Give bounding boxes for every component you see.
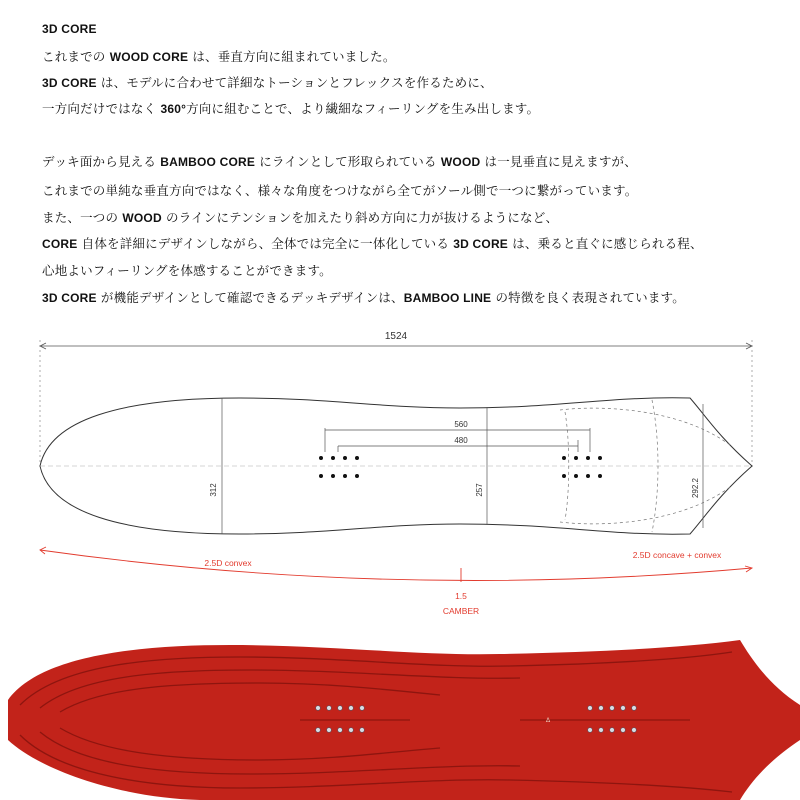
deck-insert-hole [621,728,626,733]
insert-hole [586,456,590,460]
text-span: は、乗ると直ぐに感じられる程、 [508,236,703,251]
convex-label: 2.5D convex [204,558,252,568]
text-span-bold: 3D CORE [453,237,509,251]
deck-insert-hole [632,706,637,711]
paragraph-line-5 [42,261,332,279]
insert-hole [343,456,347,460]
text-span: 自体を詳細にデザインしながら、全体では完全に一体化している [77,236,454,251]
camber-value: 1.5 [455,591,467,601]
text-span-bold: 360° [160,102,187,116]
deck-insert-hole [338,728,343,733]
deck-insert-hole [360,706,365,711]
nose-width-label: 312 [209,483,218,497]
insert-hole [331,456,335,460]
insert-outer-label: 560 [454,420,468,429]
text-span: が機能デザインとして確認できるデッキデザインは、 [96,290,404,305]
deck-insert-hole [610,728,615,733]
paragraph-line-6 [42,288,685,306]
paragraph-line-4 [42,234,703,252]
insert-hole [598,456,602,460]
deck-insert-hole [599,728,604,733]
intro-line-3 [42,99,539,117]
board-technical-drawing [0,318,800,618]
concave-label: 2.5D concave + convex [632,550,722,560]
text-span-bold: WOOD [122,211,162,225]
insert-hole [331,474,335,478]
text-span: これまでの [42,49,110,64]
text-span: は一見垂直に見えますが、 [480,154,637,169]
insert-hole [562,474,566,478]
text-span: の特徴を良く表現されています。 [491,290,685,305]
deck-insert-hole [316,728,321,733]
text-span-bold: WOOD [440,155,481,169]
length-label: 1524 [384,331,408,342]
board-deck-image [0,620,800,800]
camber-label: CAMBER [442,606,480,616]
intro-line-1 [42,47,396,65]
text-span: は、モデルに合わせて詳細なトーションとフレックスを作るために、 [96,75,493,90]
text-span-bold: BAMBOO CORE [160,155,256,169]
deck-logo-mark: ᐃ [546,718,551,724]
deck-insert-hole [338,706,343,711]
text-span-bold: WOOD CORE [109,50,189,64]
tail-width-label: 292.2 [691,477,700,499]
binding-inserts [319,456,602,478]
arrowhead [745,566,752,572]
waist-width-label: 257 [475,483,484,497]
insert-hole [319,474,323,478]
deck-insert-hole [316,706,321,711]
text-span-bold: 3D CORE [42,76,97,90]
deck-insert-hole [327,728,332,733]
insert-hole [562,456,566,460]
paragraph-line-3 [42,208,558,226]
insert-hole [355,456,359,460]
insert-hole [355,474,359,478]
deck-insert-hole [327,706,332,711]
insert-hole [598,474,602,478]
insert-hole [319,456,323,460]
deck-insert-hole [621,706,626,711]
intro-line-2 [42,73,493,91]
insert-hole [343,474,347,478]
text-span: にラインとして形取られている [255,154,441,169]
paragraph-line-1 [42,152,637,170]
deck-insert-hole [588,706,593,711]
insert-inner-label: 480 [454,436,468,445]
text-span: のラインにテンションを加えたり斜め方向に力が抜けるようになど、 [161,210,559,225]
deck-insert-hole [349,706,354,711]
text-span: 方向に組むことで、より繊細なフィーリングを生み出します。 [186,101,540,116]
deck-insert-hole [599,706,604,711]
text-span: 心地よいフィーリングを体感することができます。 [42,263,332,278]
deck-insert-hole [632,728,637,733]
paragraph-line-2 [42,181,637,199]
text-span-bold: BAMBOO LINE [403,291,492,305]
text-span: デッキ面から見える [42,154,161,169]
deck-insert-hole [610,706,615,711]
insert-hole [574,456,578,460]
heading: 3D CORE [42,22,97,36]
text-span: これまでの単純な垂直方向ではなく、様々な角度をつけながら全てがソール側で一つに繋がっています。 [42,183,638,198]
insert-hole [586,474,590,478]
text-span: また、一つの [42,210,123,225]
insert-hole [574,474,578,478]
text-span: は、垂直方向に組まれていました。 [188,49,396,64]
text-span-bold: 3D CORE [42,291,97,305]
text-span-bold: CORE [42,237,78,251]
text-span: 一方向だけではなく [42,101,161,116]
deck-insert-hole [588,728,593,733]
deck-insert-hole [360,728,365,733]
deck-insert-hole [349,728,354,733]
